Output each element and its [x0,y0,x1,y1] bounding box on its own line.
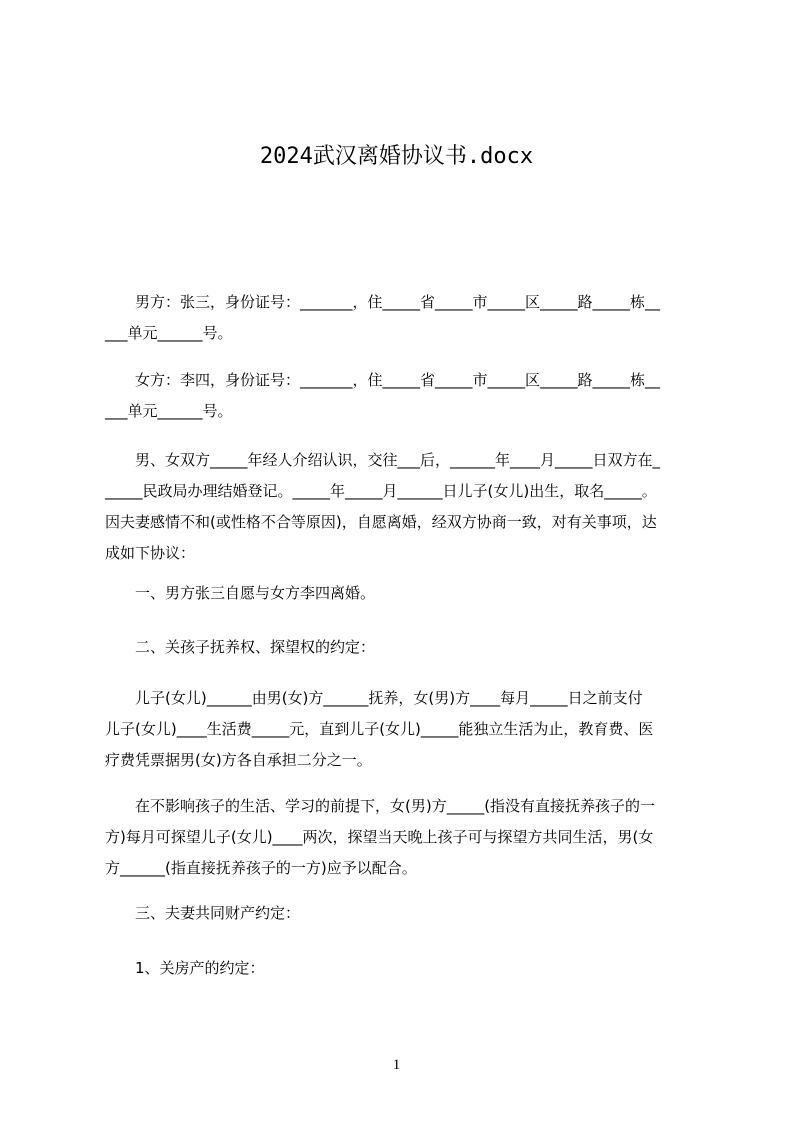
clause-1-paragraph [105,578,705,609]
paragraph-line: 一、男方张三自愿与女方李四离婚。 [105,584,376,602]
document-title: 2024武汉离婚协议书.docx [259,144,534,169]
custody-paragraph [105,683,705,776]
page-number: 1 [392,1057,401,1073]
paragraph-line: ___单元______号。 [105,402,233,420]
clause-3-1-heading [105,953,705,984]
female-party-paragraph [105,365,705,427]
paragraph-line: 因夫妻感情不和(或性格不合等原因)，自愿离婚，经双方协商一致，对有关事项，达 [105,513,657,531]
paragraph-line: 成如下协议： [105,544,196,562]
paragraph-line: 男、女双方_____年经人介绍认识，交往___后，______年____月_____日双方在_ [105,451,661,469]
male-party-paragraph [105,287,705,349]
paragraph-line: 1、关房产的约定： [105,959,265,977]
paragraph-line: 方______(指直接抚养孩子的一方)应予以配合。 [105,859,417,877]
paragraph-line: _____民政局办理结婚登记。_____年_____月______日儿子(女儿)出生，取名_____。 [105,482,657,500]
paragraph-line: 疗费凭票据男(女)方各自承担二分之一。 [105,751,372,769]
visitation-paragraph [105,791,705,884]
clause-2-heading [105,632,705,663]
paragraph-line: 儿子(女儿)______由男(女)方______抚养，女(男)方____每月_____日之前支付 [105,689,643,707]
paragraph-line: 方)每月可探望儿子(女儿)____两次，探望当天晚上孩子可与探望方共同生活，男(女 [105,828,654,846]
marriage-background-paragraph [105,445,705,569]
paragraph-line: 三、夫妻共同财产约定： [105,904,301,922]
paragraph-line: 儿子(女儿)____生活费_____元，直到儿子(女儿)_____能独立生活为止，教育费、医 [105,720,654,738]
paragraph-line: 二、关孩子抚养权、探望权的约定： [105,638,376,656]
paragraph-line: 男方：张三，身份证号：_______，住_____省_____市_____区_____路_____栋__ [105,293,661,311]
paragraph-line: ___单元______号。 [105,324,233,342]
paragraph-line: 女方：李四，身份证号：_______，住_____省_____市_____区_____路_____栋__ [105,371,661,389]
paragraph-line: 在不影响孩子的生活、学习的前提下，女(男)方_____(指没有直接抚养孩子的一 [105,797,656,815]
clause-3-heading [105,898,705,929]
